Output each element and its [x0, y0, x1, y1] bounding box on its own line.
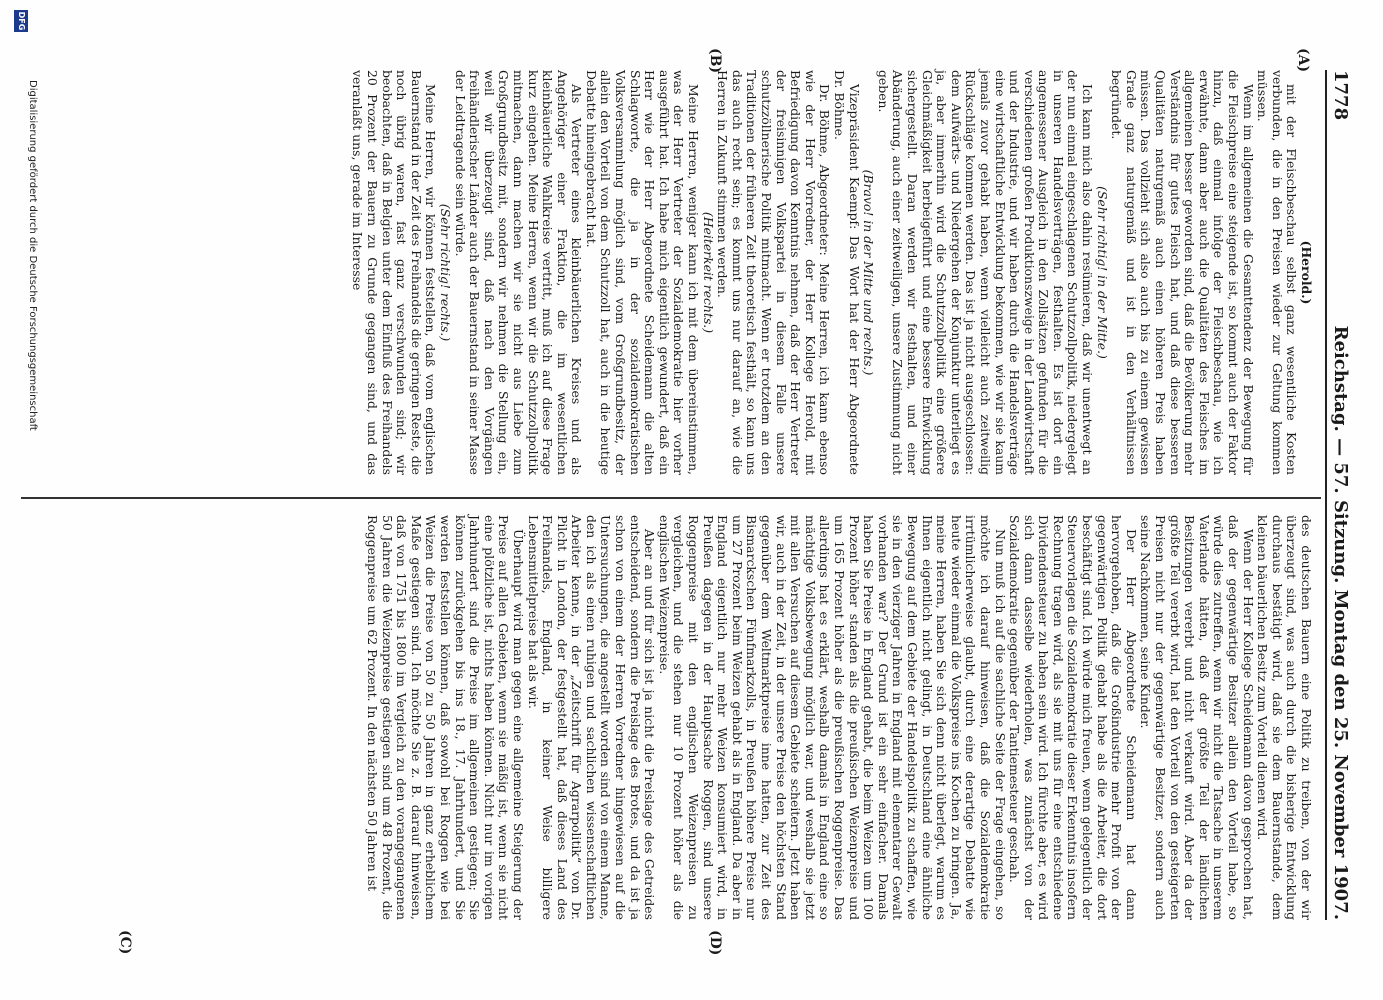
interjection: (Heiterkeit rechts.) — [700, 211, 716, 334]
paragraph: Der Herr Abgeordnete Scheidemann hat dann hervorgehoben, daß die Großindustrie mehr Profit von der gegenwärtigen Politik gehabt habe als die Arbeiter, die dort beschäftigt sind. Ich würde mich freuen, wenn gelegentlich der Steuervorlagen die Sozialdemokratie dieser Erkenntnis insofern Rechnung tragen wird, als sie mit uns für eine entschiedene Dividendensteuer zu haben sein wird. Ich fürchte aber, es wird sich dann dasselbe wiederholen, was zunächst von der Sozialdemokratie gegenüber der Tantiemesteuer geschah. — [1007, 515, 1139, 920]
margin-mark-c: (C) — [117, 930, 133, 955]
page-header — [1325, 70, 1355, 920]
paragraph: Meine Herren, weniger kann ich mit dem übereinstimmen, was der Herr Vertreter der Sozialdemokratie hier vorher ausgeführt hat. Ich habe mich eigentlich gewundert, daß ein Herr wie der Herr Abgeordnete Scheidemann die alten Schlagworte, die ja in der sozialdemokratischen Volksversammlung möglich sind, vom Großgrundbesitz, der allein den Vorteil von dem Schutzzoll hat, auch in die heutige Debatte hineingebracht hat. — [583, 70, 702, 475]
left-column — [350, 70, 1313, 475]
margin-mark-d: (D) — [707, 930, 723, 956]
margin-mark-b: (B) — [707, 48, 723, 74]
dfg-logo: DFG — [14, 10, 28, 32]
right-column — [364, 515, 1313, 920]
digitization-credit: Digitalisierung gefördert durch die Deutsche Forschungsgemeinschaft — [27, 80, 38, 431]
paragraph: mit der Fleischbeschau selbst ganz wesentliche Kosten verbunden, die in den Preisen wieder zur Geltung kommen müssen. — [1255, 70, 1300, 475]
paragraph: Wenn im allgemeinen die Gesamttendenz der Bewegung für die Fleischpreise eine steigende ist, so kommt auch der Faktor hinzu, daß einmal infolge der Fleischbeschau, wie ich erwähnte, dann aber auch die Qualitäten des Fleisches im allgemeinen besser geworden sind, daß die Bevölkerung mehr Verständnis für gutes Fleisch hat, und daß diese besseren Qualitäten naturgemäß auch einen höheren Preis haben müssen. Das vollzieht sich also auch bis zu einem gewissen Grade ganz naturgemäß und ist in den Verhältnissen begründet. — [1109, 70, 1256, 475]
interjection: (Sehr richtig! in der Mitte.) — [1094, 186, 1110, 359]
paragraph: Ich kann mich also dahin resümieren, daß wir unentwegt an der nun einmal eingeschlagenen Schutzzollpolitik, niedergelegt in unseren Handelsverträgen, festhalten. Es ist dort ein angemessener Ausgleich in den Zollsätzen gefunden für die verschiedenen großen Produktionszweige in der Landwirtschaft und der Industrie, und wir haben durch die Handelsverträge eine wirtschaftliche Entwicklung bekommen, wie wir sie kaum jemals zuvor gehabt haben, wenn vielleicht auch zeitweilig Rückschläge kommen werden. Das ist ja nicht ausgeschlossen: dem Aufwärts- und Niedergehen der Konjunktur unterliegt es ja, aber immerhin wird die Schutzzollpolitik eine größere Gleichmäßigkeit herbeigeführt und eine bessere Entwicklung sichergestellt. Daran werden wir festhalten, und einer Abänderung, auch einer zeitweiligen, unsere Zustimmung nicht geben. — [875, 70, 1096, 475]
paragraph: des deutschen Bauern eine Politik zu treiben, von der wir überzeugt sind, was auch durch die bisherige Entwicklung durchaus bestätigt wird, daß sie dem Bauernstande, dem kleinen bäuerlichen Besitz zum Vorteil dienen wird. — [1255, 515, 1314, 920]
paragraph: Überhaupt wird man gegen eine allgemeine Steigerung der Preise auf allen Gebieten, wenn sie mäßig ist, wenn sie nicht eine plötzliche ist, nichts haben können. Nicht nur im vorigen Jahrhundert sind die Preise im allgemeinen gestiegen; Sie können zurückgehen bis ins 18., 17. Jahrhundert, und Sie werden feststellen können, daß sowohl bei Roggen wie bei Weizen die Preise von 50 zu 50 Jahren in ganz erheblichem Maße gestiegen sind. Ich möchte Sie z. B. darauf hinweisen, daß von 1751 bis 1800 im Vergleich zu den vorangegangenen 50 Jahren die Weizenpreise gestiegen sind um 48 Prozent, die Roggenpreise um 62 Prozent. In den nächsten 50 Jahren ist — [365, 515, 526, 920]
paragraph: Dr. Böhme, Abgeordneter: Meine Herren, ich kann ebenso wie der Herr Vorredner, der Herr Kollege Herold, mit Befriedigung davon Kenntnis nehmen, daß der Herr Vertreter der freisinnigen Volkspartei in diesem Falle unsere schutzzöllnerische Politik mitmacht. Wenn er trotzdem an den Traditionen der früheren Zeit theoretisch festhält, so kann uns das auch recht sein; es kommt uns nur darauf an, wie die Herren in Zukunft stimmen werden. — [715, 70, 833, 475]
paragraph: Vizepräsident Kaempf: Das Wort hat der Herr Abgeordnete Dr. Böhme. — [832, 70, 862, 475]
page-number: 1778 — [1330, 70, 1352, 121]
paragraph: Meine Herren, wir können feststellen, daß vom englischen Bauernstand in der Zeit des Freihandels die geringen Reste, die noch übrig waren, fast ganz verschwunden sind; wir beobachten, daß in Belgien unter dem Einfluß des Freihandels 20 Prozent der Bauern zu Grunde gegangen sind, und das veranlaßt uns, gerade im Interesse — [350, 70, 439, 475]
interjection: (Sehr richtig! rechts.) — [437, 203, 453, 342]
column-divider — [21, 497, 1321, 499]
paragraph: Wenn der Herr Kollege Scheidemann davon gesprochen hat, daß der gegenwärtige Besitzer allein den Vorteil habe, so würde dies zutreffen, wenn wir nicht die Tatsache in unserem Vaterlande hätten, daß der größte Teil der ländlichen Besitzungen vererbt und nicht verkauft wird. Aber da der größte Teil vererbt wird, hat den Vorteil von den gesteigerten Preisen nicht nur der gegenwärtige Besitzer, sondern auch seine Nachkommen, seine Kinder. — [1138, 515, 1256, 920]
page-title: Reichstag. — 57. Sitzung. Montag den 25. November 1907. — [1330, 325, 1352, 920]
margin-mark-a: (A) — [1295, 48, 1311, 73]
paragraph: Als Vertreter eines kleinbäuerlichen Kreises und als Angehöriger einer Fraktion, die im wesentlichen kleinbäuerliche Wahlkreise vertritt, muß ich auf diese Frage kurz eingehen. Meine Herren, wenn wir die Schutzzollpolitik mitmachen, dann machen wir sie nicht aus Liebe zum Großgrundbesitz mit, sondern wir nehmen die Stellung ein, weil wir überzeugt sind, daß nach den Vorgängen freihändlerischer Länder auch der Bauernstand in seiner Masse der Leidtragende sein würde. — [452, 70, 585, 475]
speaker-tag: (Herold.) — [1299, 240, 1314, 305]
paragraph: Nun muß ich auf die sachliche Seite der Frage eingehen, so möchte ich darauf hinweisen, daß die Sozialdemokratie irrtümlicherweise glaubt, durch eine derartige Debatte wie heute wieder einmal die Volkspreise ins Kochen zu bringen. Ja, meine Herren, haben Sie sich denn nicht überlegt, warum es Ihnen eigentlich nicht gelingt, in Deutschland eine ähnliche Bewegung auf dem Gebiete der Handelspolitik zu schaffen, wie sie in den vierziger Jahren in England mit elementarer Gewalt vorhanden war? Der Grund ist ein sehr einfacher. Damals haben Sie Preise in England gehabt, die beim Weizen um 100 Prozent höher standen als die preußischen Weizenpreise und um 165 Prozent höher als die preußischen Roggenpreise. Das allerdings hat es erklärt, weshalb damals in England eine so mächtige Volksbewegung möglich war, und weshalb sie jetzt mit allen Versuchen auf diesem Gebiete scheitern. Jetzt haben wir, auch in der Zeit, in der unsere Preise den höchsten Stand gegenüber dem Weltmarktpreise inne hatten, zur Zeit des Bismarckschen Fünfmarkzolls, in Preußen höhere Preise nur um 27 Prozent beim Weizen gehabt als in England. Da aber in England eigentlich nur mehr Weizen konsumiert wird, in Preußen dagegen in der Hauptsache Roggen, sind unsere Roggenpreise mit den englischen Weizenpreisen zu vergleichen, und die stehen nur 10 Prozent höher als die englischen Weizenpreise. — [656, 515, 1008, 920]
interjection: (Bravo! in der Mitte und rechts.) — [861, 169, 877, 376]
paragraph: Aber an und für sich ist ja nicht die Preislage des Getreides entscheidend, sondern die Preislage des Brotes, und da ist ja schon von einem der Herren Vorredner hingewiesen auf die Untersuchungen, die angestellt worden sind von einem Manne, den ich als einen ruhigen und sachlichen wissenschaftlichen Arbeiter kenne, in der „Zeitschrift für Agrarpolitik“ von Dr. Pilcht in London, der festgestellt hat, daß dieses Land des Freihandels, England, in keiner Weise billigere Lebensmittelpreise hat als wir. — [525, 515, 658, 920]
